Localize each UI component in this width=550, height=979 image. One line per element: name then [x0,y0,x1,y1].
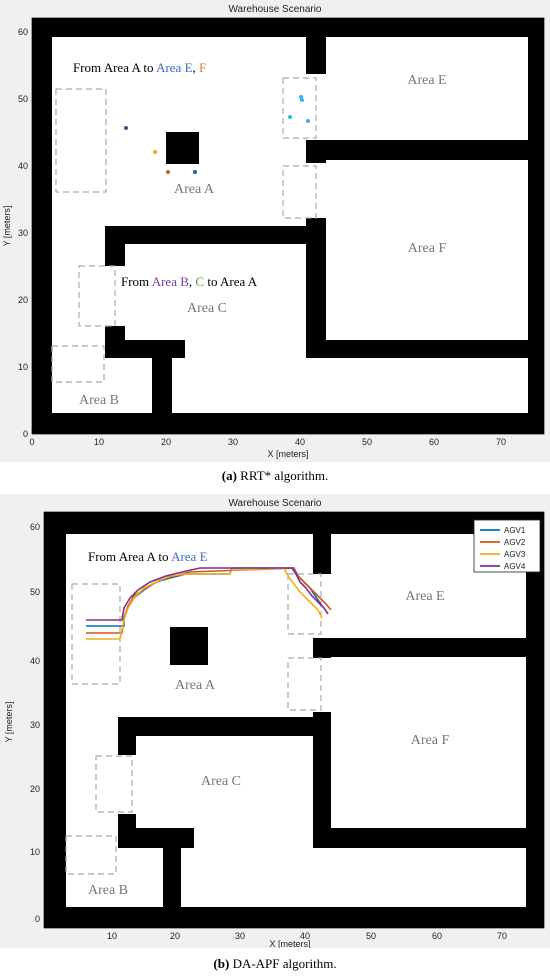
wall-right [526,512,544,928]
panel-a-xticks [29,437,506,447]
wall-c-left-top [118,717,136,755]
wall-area-c-top [105,226,325,244]
ytick: 0 [34,914,40,924]
panel-b [0,494,550,948]
wall-right [528,18,544,434]
label-area-e: Area E [407,73,447,88]
ytick: 20 [29,784,40,794]
annotation-a: From Area A to Area E [88,549,208,564]
wall-lower-shelf [118,828,194,848]
ytick: 50 [17,94,28,104]
xtick: 50 [365,931,377,941]
ytick: 50 [29,587,40,597]
xtick: 60 [431,931,443,941]
xtick: 20 [169,931,181,941]
xtick: 30 [227,437,239,447]
caption-b: (b) DA-APF algorithm. [213,956,337,971]
panel-a [0,0,550,462]
ytick: 10 [17,362,28,372]
ytick: 20 [17,295,28,305]
caption-a: (a) RRT* algorithm. [221,468,329,483]
label-area-b: Area B [78,393,120,408]
ytick: 30 [29,720,40,730]
xtick: 70 [495,437,507,447]
wall-area-f-bottom [306,340,528,358]
label-area-e: Area E [405,589,445,604]
wall-bottom [44,907,544,928]
goal-point-3 [288,115,292,119]
panel-a-plot [0,0,550,462]
ytick: 40 [17,161,28,171]
xtick: 10 [93,437,105,447]
wall-area-e-bottom [313,638,526,657]
panel-b-xlabel: X [meters] [269,939,311,948]
label-area-c: Area C [186,301,228,316]
obstacle-a [170,627,208,665]
ytick: 60 [29,522,40,532]
legend [474,520,540,572]
ytick: 10 [29,847,40,857]
wall-left [32,18,52,434]
annotation-b: From Area B, C to Area A [121,274,258,289]
wall-top [44,512,544,534]
panel-a-yticks [18,27,28,439]
label-area-f: Area F [410,733,450,748]
xtick: 40 [299,931,311,941]
start-point-agv2 [166,170,170,174]
wall-bottom [32,413,544,434]
panel-b-yticks [30,522,40,924]
start-point-agv3 [153,150,157,154]
panel-b-ylabel: Y [meters] [4,701,14,743]
panel-a-xlabel: X [meters] [267,449,309,459]
start-point-agv1 [193,170,197,174]
wall-lower-post [163,828,181,908]
legend-agv2: AGV2 [504,538,526,547]
panel-b-title: Warehouse Scenario [228,498,322,509]
wall-upper-divider [313,512,331,574]
wall-lower-shelf [105,340,185,358]
label-area-b: Area B [87,883,129,898]
xtick: 50 [361,437,373,447]
ytick: 40 [29,656,40,666]
wall-e-corner [313,638,331,658]
obstacle-a [166,132,199,164]
xtick: 40 [294,437,306,447]
goal-point-2 [300,98,304,102]
ytick: 0 [22,429,28,439]
wall-c-left-top [105,226,125,266]
wall-area-f-bottom [313,828,526,848]
ytick: 30 [17,228,28,238]
panel-a-ylabel: Y [meters] [2,205,12,247]
wall-upper-divider [306,18,326,74]
wall-left [44,512,66,928]
legend-agv4: AGV4 [504,562,526,571]
wall-e-corner [306,140,326,163]
label-area-a: Area A [173,182,215,197]
label-area-a: Area A [174,678,216,693]
wall-area-e-bottom [306,140,528,160]
legend-agv3: AGV3 [504,550,526,559]
xtick: 70 [496,931,508,941]
legend-agv1: AGV1 [504,526,526,535]
wall-area-c-top [118,717,331,736]
ytick: 60 [17,27,28,37]
annotation-a: From Area A to Area E, F [73,60,207,75]
goal-point-4 [306,119,310,123]
xtick: 10 [106,931,118,941]
xtick: 30 [234,931,246,941]
label-area-f: Area F [407,241,447,256]
xtick: 20 [160,437,172,447]
start-point-agv4 [124,126,128,130]
wall-lower-post [152,340,172,415]
wall-top [32,18,544,37]
xtick: 60 [428,437,440,447]
panel-a-title: Warehouse Scenario [228,4,322,15]
panel-b-plot [0,494,550,948]
xtick: 0 [29,437,35,447]
label-area-c: Area C [200,774,242,789]
